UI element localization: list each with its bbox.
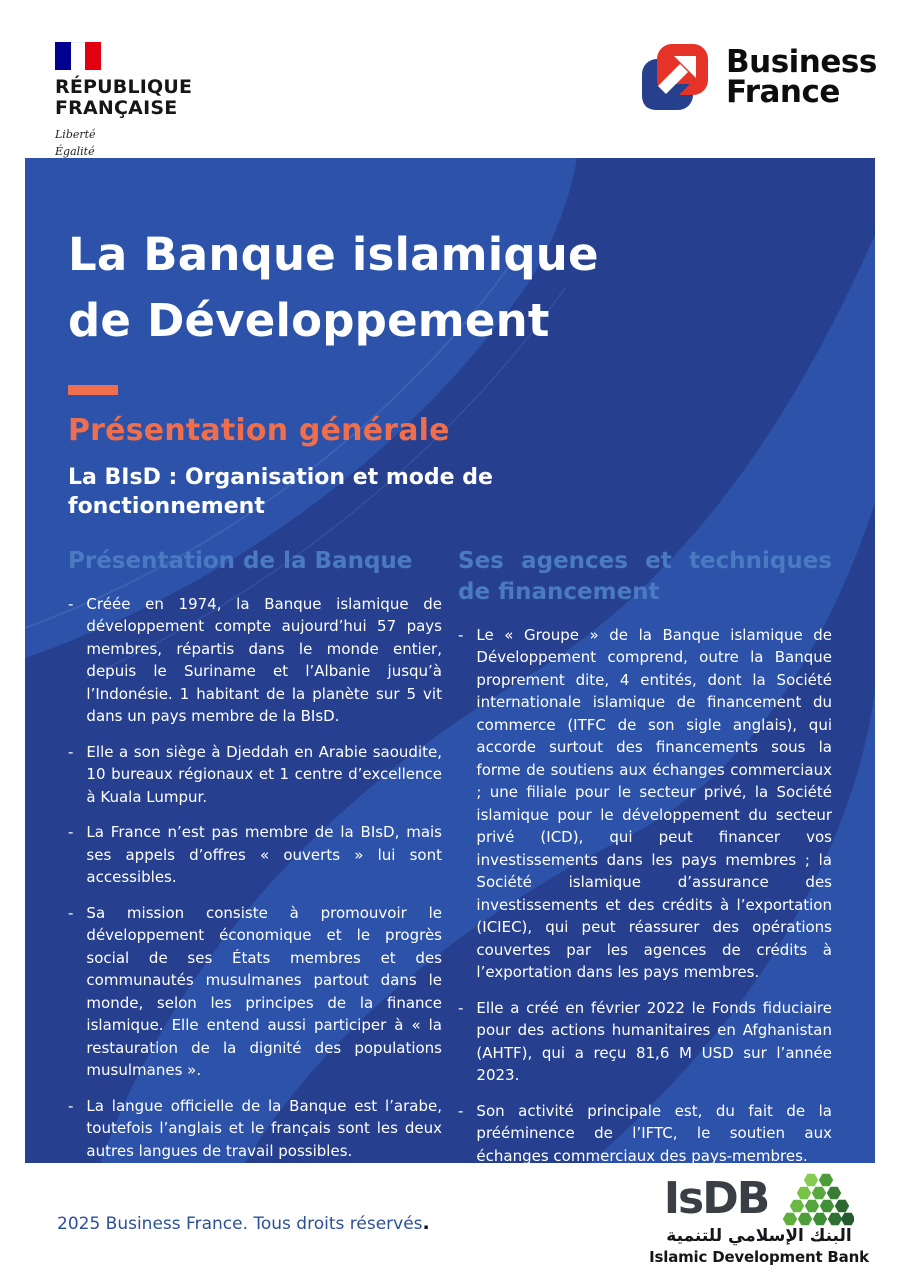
bullet-item <box>68 821 442 889</box>
bullet-marker: - <box>68 903 74 922</box>
isdb-dome-icon <box>778 1170 854 1226</box>
motto-line: Liberté <box>55 128 96 142</box>
bullet-item <box>68 1095 442 1163</box>
bullet-marker: - <box>458 998 464 1017</box>
french-flag-icon <box>55 42 101 70</box>
bullet-marker: - <box>68 742 74 761</box>
flag-red-bar <box>85 42 101 70</box>
bullet-text: Elle a créé en février 2022 le Fonds fiduciaire pour des actions humanitaires en Afghanistan (AHTF), qui a reçu 81,6 M USD sur l’année 2023. <box>476 998 832 1085</box>
bullet-item <box>68 741 442 809</box>
bullet-marker: - <box>68 1096 74 1115</box>
bullet-item <box>458 997 832 1087</box>
bullet-text: Elle a son siège à Djeddah en Arabie saoudite, 10 bureaux régionaux et 1 centre d’excellence à Kuala Lumpur. <box>86 742 442 806</box>
republique-francaise-wordmark <box>55 77 192 118</box>
right-column-heading: Ses agences et techniques de financement <box>458 547 832 605</box>
bullet-item <box>458 1100 832 1163</box>
hero-panel <box>25 158 875 1163</box>
bullet-text: Son activité principale est, du fait de la prééminence de l’IFTC, le soutien aux échanges commerciaux des pays-membres. <box>476 1101 832 1163</box>
page-title <box>68 158 832 353</box>
section-subtitle: La BIsD : Organisation et mode de fonctionnement <box>68 465 493 519</box>
two-column-body <box>68 546 832 1163</box>
bullet-marker: - <box>68 594 74 613</box>
flag-blue-bar <box>55 42 71 70</box>
bf-line1: Business <box>726 43 877 80</box>
bullet-text: Le « Groupe » de la Banque islamique de Développement comprend, outre la Banque proprement dite, 4 entités, dont la Société internationale islamique de financement du commerce (ITFC de son sigle anglais), qui accorde surtout des financements sous la forme de soutiens aux échanges commerciaux ; une filiale pour le secteur privé, la Société islamique pour le développement du secteur privé (ICD), qui peut financer vos investissements dans les pays membres ; la Société islamique d’assurance des investissements et des crédits à l’exportation (ICIEC), qui peut réassurer des opérations couvertes par les agences de crédits à l’exportation dans les pays membres. <box>476 625 832 982</box>
bullet-text: La langue officielle de la Banque est l’arabe, toutefois l’anglais et le français sont les deux autres langues de travail possibles. <box>86 1096 442 1160</box>
accent-dash <box>68 385 118 395</box>
isdb-english-name: Islamic Development Bank <box>649 1248 869 1266</box>
bullet-marker: - <box>68 823 74 842</box>
copyright-text <box>57 1212 430 1234</box>
rf-line1: RÉPUBLIQUE <box>55 76 193 98</box>
business-france-wordmark <box>726 43 877 110</box>
copyright-period: . <box>422 1212 430 1234</box>
hero-content <box>25 158 875 1163</box>
business-france-logo <box>638 40 877 114</box>
republique-francaise-logo <box>55 42 192 177</box>
business-france-icon <box>638 40 712 114</box>
isdb-arabic-name: البنك الإسلامي للتنمية <box>666 1226 852 1246</box>
bullet-text: Créée en 1974, la Banque islamique de développement compte aujourd’hui 57 pays membres, répartis dans le monde entier, depuis le Suriname et l’Albanie jusqu’à l’Indonésie. 1 habitant de la planète sur 5 vit dans un pays membre de la BIsD. <box>86 594 442 726</box>
isdb-acronym: IsDB <box>663 1172 769 1224</box>
isdb-logo-top-row <box>644 1170 874 1226</box>
bullet-item <box>458 624 832 984</box>
section-kicker: Présentation générale <box>68 413 450 449</box>
bullet-marker: - <box>458 625 464 644</box>
column-right <box>458 546 832 1163</box>
bf-line2: France <box>726 74 840 110</box>
title-line2: de Développement <box>68 293 550 347</box>
bullet-item <box>68 593 442 728</box>
bullet-item <box>68 902 442 1082</box>
flag-white-bar <box>71 42 85 70</box>
bullet-text: Sa mission consiste à promouvoir le développement économique et le progrès social de ses États membres et des communautés musulmanes partout dans le monde, selon les principes de la finance islamique. Elle entend aussi participer à « la restauration de la dignité des populations musulmanes ». <box>86 903 442 1080</box>
left-column-heading: Présentation de la Banque <box>68 547 413 574</box>
bullet-marker: - <box>458 1101 464 1120</box>
column-left <box>68 546 442 1163</box>
isdb-logo <box>644 1170 874 1266</box>
rf-line2: FRANÇAISE <box>55 96 178 119</box>
bullet-text: La France n’est pas membre de la BIsD, mais ses appels d’offres « ouverts » lui sont accessibles. <box>86 823 442 887</box>
title-line1: La Banque islamique <box>68 228 599 281</box>
copyright-main: 2025 Business France. Tous droits réservés <box>57 1214 423 1234</box>
motto-line: Égalité <box>55 145 95 159</box>
